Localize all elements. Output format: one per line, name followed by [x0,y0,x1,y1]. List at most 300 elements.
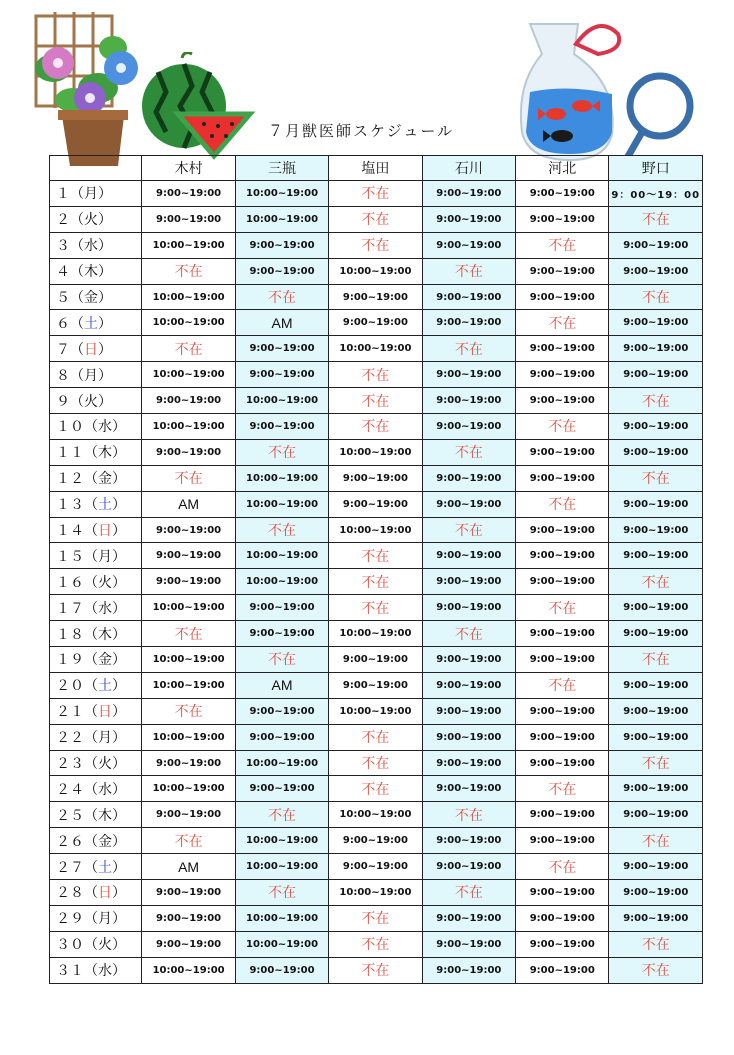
schedule-cell: AM [142,491,235,517]
day-number: １４ [56,523,84,540]
schedule-cell: 9:00~19:00 [329,284,422,310]
schedule-cell: 9:00~19:00 [609,517,703,543]
schedule-cell: 不在 [609,206,703,232]
schedule-cell: 9:00~19:00 [516,931,609,957]
paren: ） [98,212,112,229]
doctor-header: 塩田 [329,156,422,181]
schedule-cell: 不在 [422,517,515,543]
schedule-cell: 9:00~19:00 [235,957,328,983]
schedule-cell: 9:00~19:00 [422,647,515,673]
schedule-cell: 9:00~19:00 [422,414,515,440]
paren: （ [84,497,98,514]
schedule-cell: 9:00~19:00 [609,776,703,802]
schedule-cell: 9:00~19:00 [329,672,422,698]
paren: （ [84,833,98,850]
schedule-cell: 10:00~19:00 [235,569,328,595]
schedule-cell: 不在 [516,310,609,336]
schedule-cell: 不在 [235,517,328,543]
schedule-cell: 10:00~19:00 [329,517,422,543]
schedule-cell: 10:00~19:00 [329,336,422,362]
goldfish-bag-illustration [508,14,708,164]
doctor-header: 野口 [609,156,703,181]
schedule-cell: 10:00~19:00 [235,465,328,491]
weekday: 火 [98,937,112,954]
schedule-cell: 9:00~19:00 [516,284,609,310]
schedule-cell: 9:00~19:00 [422,181,515,207]
paren: （ [84,807,98,824]
schedule-cell: 9:00~19:00 [142,181,235,207]
schedule-cell: 不在 [329,750,422,776]
schedule-cell: AM [235,310,328,336]
schedule-cell: 9:00~19:00 [235,595,328,621]
paren: ） [98,315,112,332]
schedule-cell: 9:00~19:00 [516,388,609,414]
paren: ） [98,393,112,410]
paren: ） [112,652,126,669]
schedule-cell: 9:00~19:00 [422,828,515,854]
watermelon-illustration [138,52,258,162]
paren: （ [70,238,84,255]
schedule-cell: 不在 [609,569,703,595]
schedule-cell: 不在 [329,931,422,957]
schedule-cell: 10:00~19:00 [329,258,422,284]
paren: （ [70,212,84,229]
schedule-cell: 10:00~19:00 [142,414,235,440]
schedule-cell: 9:00~19:00 [142,802,235,828]
morning-glory-illustration [28,8,150,168]
paren: （ [84,471,98,488]
schedule-cell: 9:00~19:00 [142,206,235,232]
paren: （ [70,315,84,332]
schedule-cell: 不在 [609,957,703,983]
schedule-cell: 10:00~19:00 [235,491,328,517]
schedule-cell: 9:00~19:00 [609,854,703,880]
schedule-cell: 10:00~19:00 [142,647,235,673]
doctor-header: 三瓶 [235,156,328,181]
weekday: 金 [98,471,112,488]
date-cell [50,854,142,880]
paren: ） [112,523,126,540]
date-cell [50,543,142,569]
weekday: 水 [98,963,112,980]
day-number: ２２ [56,730,84,747]
schedule-cell: 10:00~19:00 [329,698,422,724]
schedule-cell: 9:00~19:00 [516,647,609,673]
schedule-cell: 9:00~19:00 [235,621,328,647]
schedule-cell: 不在 [609,931,703,957]
paren: ） [112,963,126,980]
day-number: ２６ [56,833,84,850]
paren: （ [84,885,98,902]
date-cell [50,336,142,362]
day-number: ２ [56,212,70,229]
day-number: ２７ [56,859,84,876]
schedule-cell: 9:00~19:00 [516,439,609,465]
paren: （ [84,445,98,462]
schedule-cell: 10:00~19:00 [235,181,328,207]
day-number: ２４ [56,781,84,798]
schedule-cell: 9:00~19:00 [329,310,422,336]
day-number: １９ [56,652,84,669]
table-row [50,957,703,983]
table-row [50,750,703,776]
schedule-cell: 不在 [609,465,703,491]
schedule-cell: 9:00~19:00 [609,905,703,931]
schedule-cell: 9:00~19:00 [422,957,515,983]
schedule-cell: 9:00~19:00 [422,465,515,491]
paren: （ [84,756,98,773]
schedule-cell: 9:00~19:00 [609,698,703,724]
date-cell [50,258,142,284]
schedule-cell: 9:00~19:00 [516,880,609,906]
weekday: 土 [98,859,112,876]
schedule-cell: 不在 [516,232,609,258]
schedule-cell: 不在 [329,957,422,983]
schedule-cell: 不在 [422,439,515,465]
schedule-cell: 9:00~19:00 [609,543,703,569]
schedule-cell: 不在 [235,284,328,310]
schedule-cell: 不在 [142,258,235,284]
table-row [50,569,703,595]
table-row [50,724,703,750]
corner-cell [50,156,142,181]
schedule-cell: 9:00~19:00 [609,439,703,465]
doctor-header: 石川 [422,156,515,181]
schedule-cell: 10:00~19:00 [142,284,235,310]
weekday: 水 [84,238,98,255]
schedule-cell: 不在 [516,854,609,880]
paren: ） [112,807,126,824]
day-number: ５ [56,290,70,306]
paren: ） [112,937,126,954]
day-number: １６ [56,574,84,591]
table-row [50,181,703,207]
paren: ） [112,885,126,902]
schedule-cell: 9:00~19:00 [142,905,235,931]
schedule-cell: 不在 [422,621,515,647]
date-cell [50,802,142,828]
table-row [50,336,703,362]
day-number: ２３ [56,756,84,773]
schedule-cell: AM [142,854,235,880]
weekday: 火 [84,393,98,410]
schedule-cell: 不在 [142,336,235,362]
table-row [50,517,703,543]
schedule-cell: 9:00~19:00 [142,388,235,414]
schedule-cell: 9:00~19:00 [516,750,609,776]
paren: ） [112,833,126,850]
schedule-cell: 10:00~19:00 [329,802,422,828]
weekday: 金 [98,833,112,850]
schedule-cell: 9:00~19:00 [422,931,515,957]
day-number: ９ [56,393,70,410]
schedule-cell: 不在 [329,232,422,258]
paren: ） [112,471,126,488]
schedule-cell: 10:00~19:00 [329,439,422,465]
schedule-cell: 9:00~19:00 [235,414,328,440]
day-number: ２９ [56,911,84,928]
schedule-cell: 10:00~19:00 [235,931,328,957]
schedule-cell: 9:00~19:00 [422,905,515,931]
paren: （ [84,548,98,565]
paren: ） [98,341,112,358]
paren: ） [98,186,112,203]
schedule-cell: 9:00~19:00 [422,362,515,388]
weekday: 日 [98,704,112,721]
table-row [50,310,703,336]
schedule-cell: 9:00~19:00 [609,802,703,828]
date-cell [50,880,142,906]
schedule-cell: 10:00~19:00 [142,595,235,621]
weekday: 土 [98,678,112,695]
schedule-cell: 9:00~19:00 [235,724,328,750]
schedule-cell: 不在 [329,905,422,931]
schedule-cell: 10:00~19:00 [142,776,235,802]
paren: ） [112,626,126,643]
schedule-cell: 9:00~19:00 [142,569,235,595]
table-row [50,905,703,931]
schedule-cell: 不在 [142,621,235,647]
schedule-cell: 9:00~19:00 [422,595,515,621]
paren: ） [112,859,126,876]
schedule-cell: 9:00~19:00 [142,543,235,569]
table-row [50,931,703,957]
date-cell [50,362,142,388]
schedule-cell: 9:00~19:00 [609,491,703,517]
schedule-cell: 9:00~19:00 [329,491,422,517]
schedule-cell: 9:00~19:00 [516,828,609,854]
date-cell [50,569,142,595]
schedule-cell: 9:00~19:00 [516,802,609,828]
day-number: ８ [56,367,70,384]
schedule-cell: 9:00~19:00 [422,232,515,258]
day-number: ３ [56,238,70,255]
date-cell [50,698,142,724]
weekday: 月 [84,186,98,203]
paren: （ [84,963,98,980]
schedule-cell: 10:00~19:00 [142,957,235,983]
table-row [50,284,703,310]
weekday: 月 [84,367,98,384]
paren: ） [112,574,126,591]
paren: （ [84,730,98,747]
schedule-cell: 10:00~19:00 [235,854,328,880]
page-title: ７月獣医師スケジュール [268,122,455,140]
day-number: ４ [56,264,70,281]
doctor-header: 木村 [142,156,235,181]
schedule-cell: 9:00~19:00 [516,621,609,647]
day-number: １８ [56,626,84,643]
day-number: １１ [56,445,84,462]
day-number: １２ [56,471,84,488]
date-cell [50,439,142,465]
date-cell [50,672,142,698]
weekday: 日 [98,885,112,902]
date-cell [50,491,142,517]
schedule-cell: 9:00~19:00 [422,284,515,310]
table-row [50,439,703,465]
schedule-cell: 9:00~19:00 [609,724,703,750]
paren: ） [112,548,126,565]
weekday: 木 [98,626,112,643]
date-cell [50,776,142,802]
schedule-cell: 9:00~19:00 [609,362,703,388]
day-number: ２５ [56,807,84,824]
day-number: １７ [56,600,84,617]
schedule-cell: 10:00~19:00 [235,543,328,569]
paren: ） [98,238,112,255]
schedule-cell: 不在 [329,595,422,621]
schedule-cell: 9:00~19:00 [329,854,422,880]
paren: （ [84,704,98,721]
weekday: 水 [98,419,112,436]
day-number: ７ [56,341,70,358]
schedule-cell: 10:00~19:00 [142,362,235,388]
schedule-cell: 不在 [329,206,422,232]
schedule-cell: 9:00~19:00 [516,724,609,750]
schedule-cell: 9:00~19:00 [516,905,609,931]
table-row [50,880,703,906]
schedule-cell: 9:00~19:00 [329,465,422,491]
weekday: 木 [84,264,98,281]
schedule-cell: 9:00~19:00 [422,543,515,569]
schedule-cell: 9:00~19:00 [609,880,703,906]
schedule-cell: 不在 [329,181,422,207]
weekday: 金 [98,652,112,669]
schedule-cell: 10:00~19:00 [235,206,328,232]
day-number: １０ [56,419,84,436]
schedule-cell: 不在 [609,388,703,414]
schedule-cell: 10:00~19:00 [142,310,235,336]
schedule-cell: 9:00~19:00 [609,595,703,621]
weekday: 月 [98,548,112,565]
date-cell [50,181,142,207]
date-cell [50,931,142,957]
schedule-cell: 9:00~19:00 [516,569,609,595]
schedule-cell: 9:00~19:00 [142,517,235,543]
schedule-cell: 不在 [516,491,609,517]
paren: （ [70,393,84,410]
schedule-cell: 不在 [235,802,328,828]
weekday: 水 [98,781,112,798]
schedule-cell: 9:00~19:00 [516,258,609,284]
date-cell [50,828,142,854]
paren: （ [70,341,84,358]
weekday: 金 [84,290,98,306]
weekday: 日 [98,523,112,540]
date-cell [50,388,142,414]
paren: ） [112,911,126,928]
day-number: １ [56,186,70,203]
table-row [50,595,703,621]
schedule-cell: 不在 [235,439,328,465]
schedule-cell: 9:00~19:00 [235,776,328,802]
date-cell [50,517,142,543]
schedule-cell: 不在 [422,802,515,828]
paren: （ [84,911,98,928]
schedule-cell: 不在 [609,647,703,673]
schedule-cell: 10:00~19:00 [235,388,328,414]
paren: （ [84,781,98,798]
schedule-cell: AM [235,672,328,698]
schedule-cell: 9:00~19:00 [235,336,328,362]
schedule-cell: 10:00~19:00 [235,905,328,931]
table-row [50,232,703,258]
schedule-cell: 9：00～19：00 [609,181,703,207]
schedule-cell: 9:00~19:00 [609,672,703,698]
schedule-cell: 9:00~19:00 [516,181,609,207]
paren: （ [84,626,98,643]
schedule-cell: 9:00~19:00 [516,698,609,724]
schedule-cell: 不在 [329,543,422,569]
date-cell [50,310,142,336]
schedule-cell: 9:00~19:00 [609,336,703,362]
schedule-cell: 9:00~19:00 [422,698,515,724]
schedule-cell: 9:00~19:00 [142,439,235,465]
table-row [50,776,703,802]
paren: （ [84,859,98,876]
paren: （ [84,652,98,669]
schedule-cell: 9:00~19:00 [516,465,609,491]
table-row [50,362,703,388]
paren: ） [98,264,112,281]
schedule-cell: 9:00~19:00 [609,621,703,647]
schedule-cell: 不在 [142,698,235,724]
schedule-cell: 不在 [422,880,515,906]
paren: （ [84,600,98,617]
paren: ） [98,290,112,306]
schedule-table [49,155,703,984]
schedule-cell: 9:00~19:00 [329,647,422,673]
schedule-cell: 9:00~19:00 [235,232,328,258]
paren: ） [112,730,126,747]
schedule-cell: 9:00~19:00 [142,750,235,776]
paren: ） [112,781,126,798]
paren: （ [84,937,98,954]
paren: （ [70,264,84,281]
paren: ） [112,600,126,617]
paren: ） [112,756,126,773]
table-row [50,414,703,440]
paren: （ [84,574,98,591]
schedule-cell: 不在 [516,672,609,698]
schedule-cell: 10:00~19:00 [235,750,328,776]
schedule-cell: 9:00~19:00 [422,569,515,595]
schedule-cell: 9:00~19:00 [516,517,609,543]
weekday: 土 [98,497,112,514]
date-cell [50,750,142,776]
table-row [50,672,703,698]
schedule-cell: 10:00~19:00 [329,880,422,906]
table-row [50,388,703,414]
table-row [50,802,703,828]
weekday: 月 [98,911,112,928]
schedule-cell: 不在 [516,595,609,621]
weekday: 木 [98,807,112,824]
weekday: 火 [98,574,112,591]
schedule-cell: 9:00~19:00 [516,543,609,569]
weekday: 木 [98,445,112,462]
paren: ） [112,419,126,436]
date-cell [50,465,142,491]
table-row [50,206,703,232]
schedule-cell: 不在 [235,880,328,906]
weekday: 水 [98,600,112,617]
schedule-cell: 9:00~19:00 [516,206,609,232]
schedule-cell: 不在 [422,258,515,284]
date-cell [50,206,142,232]
paren: （ [70,186,84,203]
